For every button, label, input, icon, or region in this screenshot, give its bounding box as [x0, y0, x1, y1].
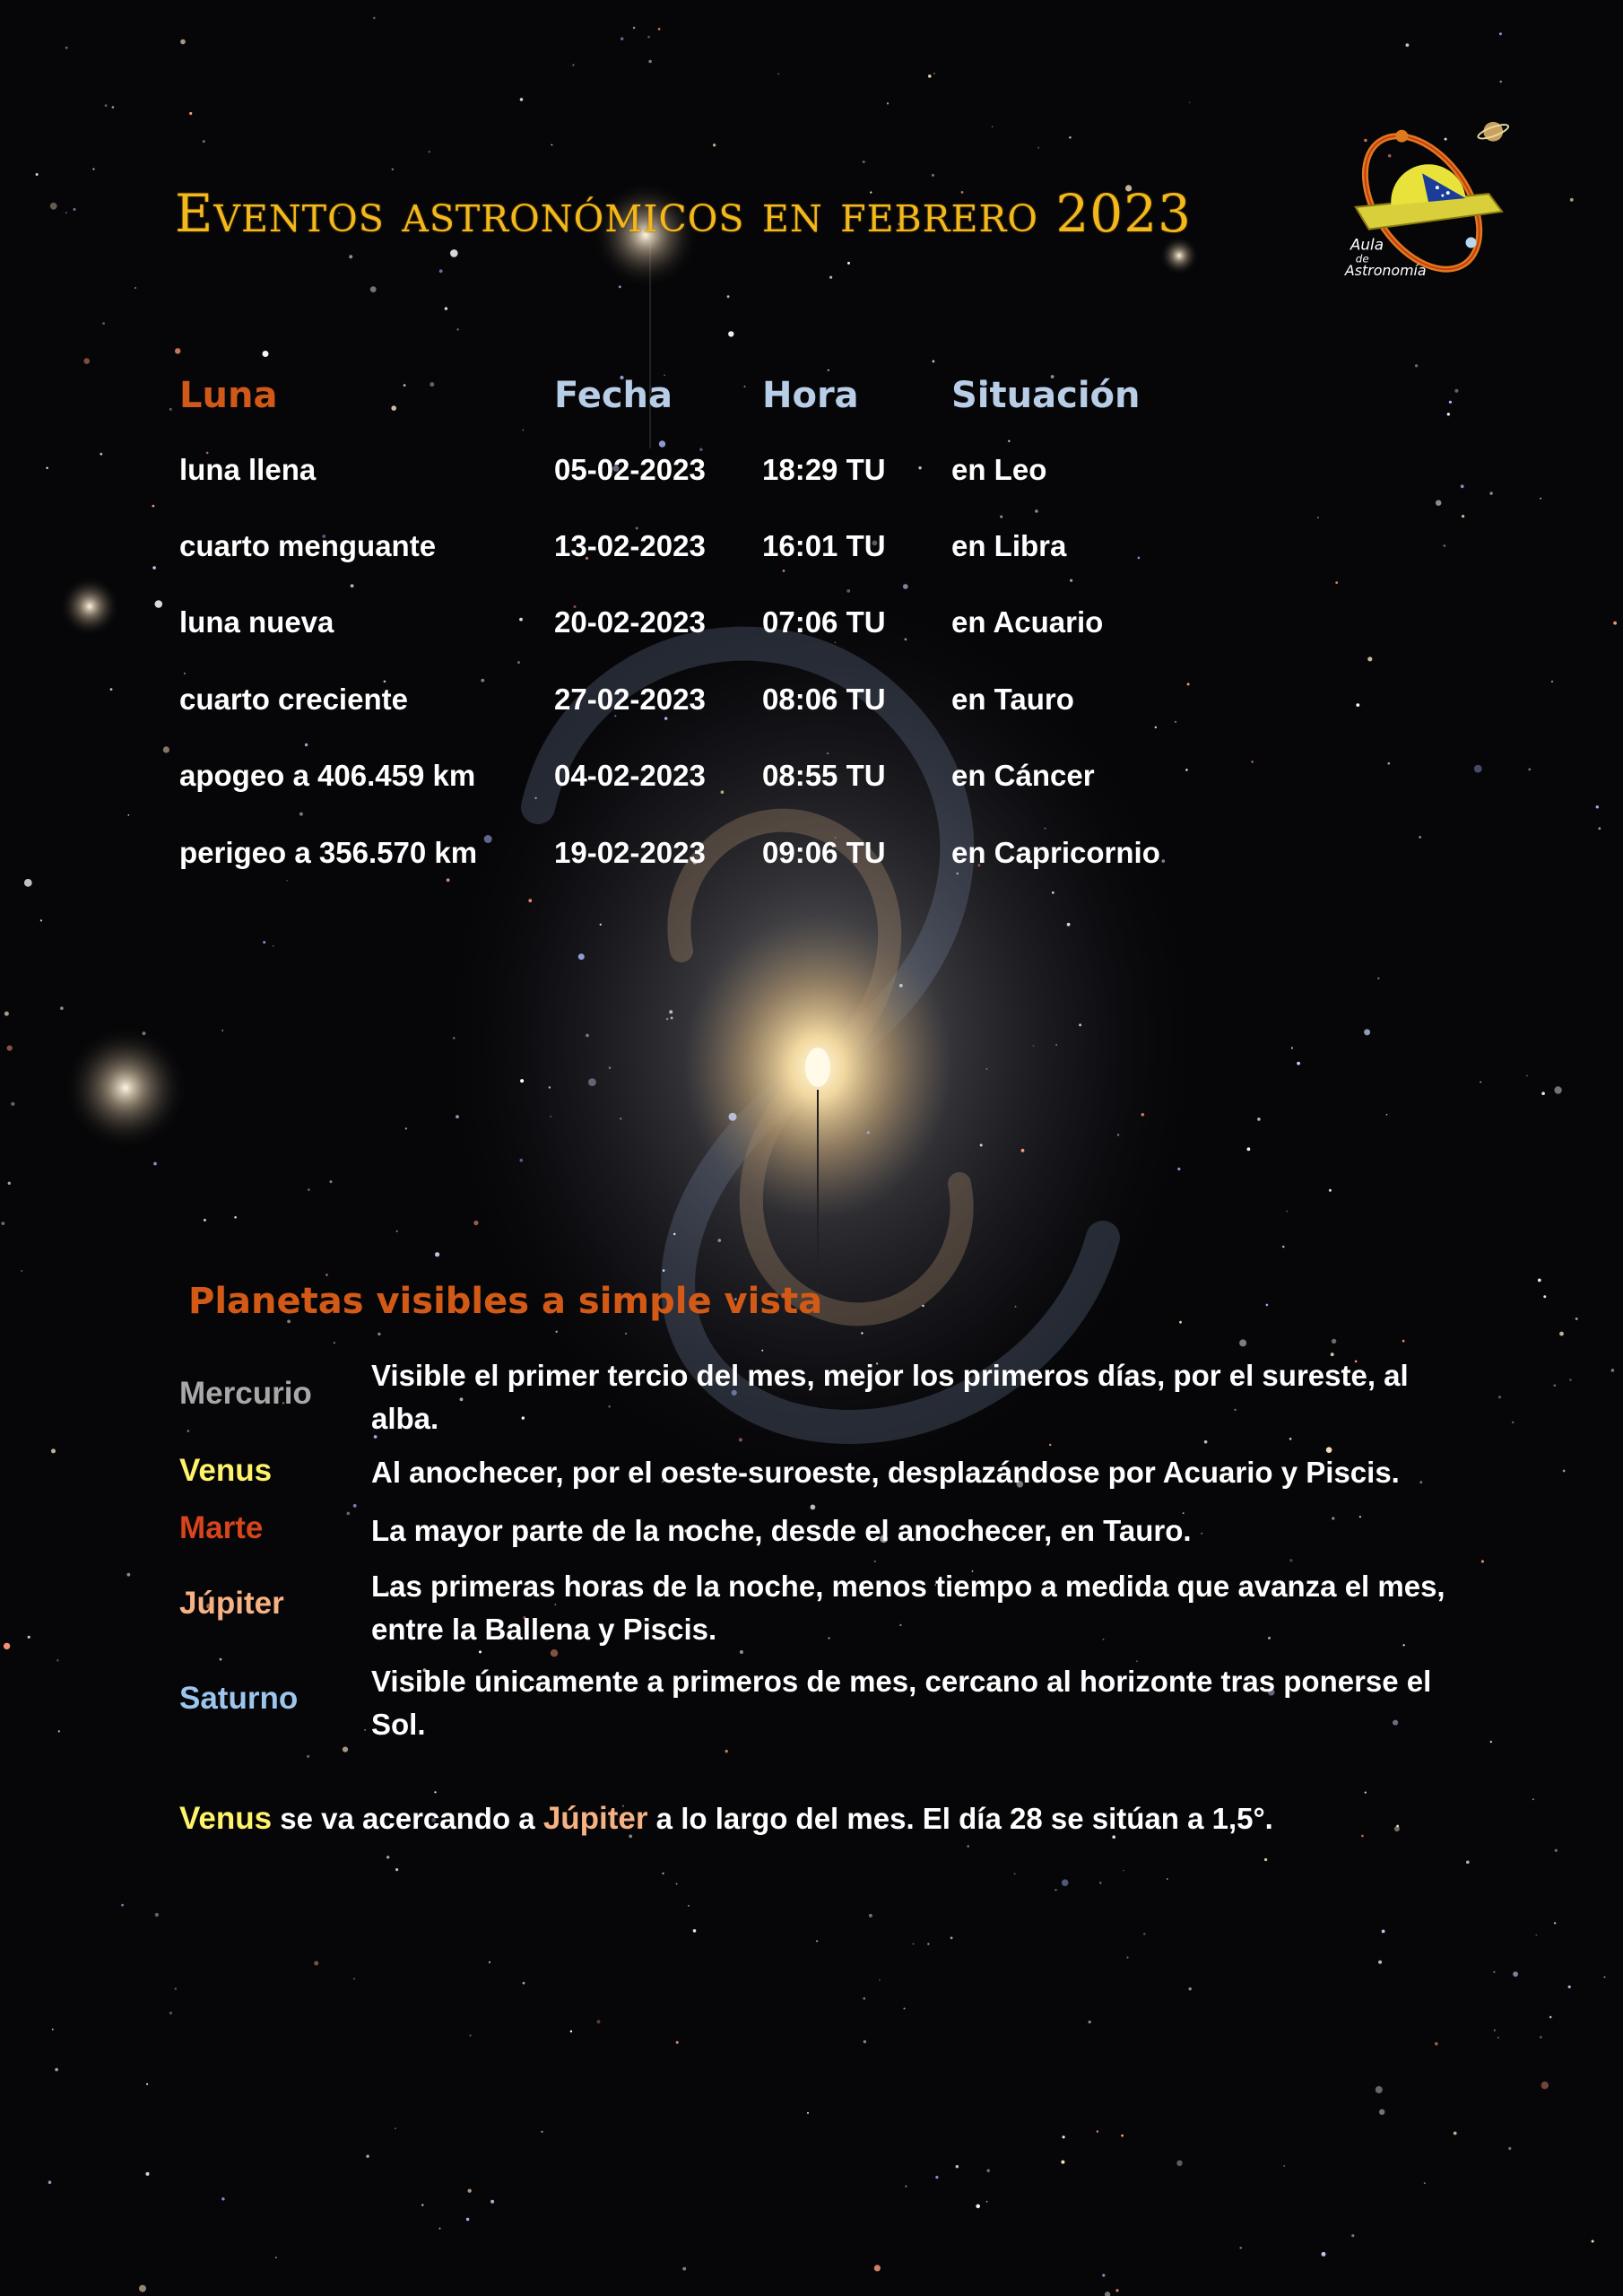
aula-astronomia-logo — [1338, 109, 1515, 287]
planetas-section-title: Planetas visibles a simple vista — [188, 1281, 823, 1322]
luna-header: Luna — [179, 375, 278, 416]
page-title: Eventos astronómicos en febrero 2023 — [175, 183, 1193, 244]
time-cell: 07:06 TU — [762, 605, 886, 639]
event-cell: luna nueva — [179, 605, 334, 639]
time-cell: 09:06 TU — [762, 836, 886, 869]
planet-desc-mercurio: Visible el primer tercio del mes, mejor los primeros días, por el sureste, al alba. — [371, 1359, 1409, 1435]
date-cell: 05-02-2023 — [554, 453, 706, 486]
planet-name-jupiter: Júpiter — [179, 1586, 284, 1621]
logo-text-astronomia: Astronomía — [1344, 262, 1427, 280]
event-cell: cuarto creciente — [179, 683, 408, 716]
note-text-2: a lo largo del mes. El día 28 se sitúan a 1,5°. — [647, 1802, 1273, 1835]
place-cell: en Acuario — [951, 605, 1104, 639]
time-cell: 08:55 TU — [762, 759, 886, 792]
date-cell: 19-02-2023 — [554, 836, 706, 869]
date-cell: 13-02-2023 — [554, 529, 706, 562]
planet-desc-marte: La mayor parte de la noche, desde el anochecer, en Tauro. — [371, 1514, 1192, 1547]
hora-header: Hora — [762, 375, 859, 416]
place-cell: en Libra — [951, 529, 1067, 562]
place-cell: en Capricornio — [951, 836, 1160, 869]
planet-name-marte: Marte — [179, 1510, 264, 1545]
note-text-1: se va acercando a — [272, 1802, 543, 1835]
date-cell: 20-02-2023 — [554, 605, 706, 639]
time-cell: 16:01 TU — [762, 529, 886, 562]
date-cell: 27-02-2023 — [554, 683, 706, 716]
date-cell: 04-02-2023 — [554, 759, 706, 792]
logo-text-aula: Aula — [1350, 235, 1384, 254]
planet-name-venus: Venus — [179, 1453, 273, 1488]
planet-desc-jupiter: Las primeras horas de la noche, menos tiempo a medida que avanza el mes, entre la Ballena y Piscis. — [371, 1570, 1445, 1646]
planet-name-mercurio: Mercurio — [179, 1376, 312, 1411]
event-cell: luna llena — [179, 453, 317, 486]
note-jupiter: Júpiter — [542, 1801, 648, 1836]
note-venus: Venus — [179, 1801, 273, 1836]
time-cell: 08:06 TU — [762, 683, 886, 716]
fecha-header: Fecha — [554, 375, 673, 416]
logo-text-de: de — [1355, 252, 1369, 265]
situacion-header: Situación — [951, 375, 1141, 416]
place-cell: en Tauro — [951, 683, 1074, 716]
planet-desc-venus: Al anochecer, por el oeste-suroeste, desplazándose por Acuario y Piscis. — [371, 1456, 1400, 1489]
event-cell: apogeo a 406.459 km — [179, 759, 476, 792]
venus-jupiter-note — [179, 1801, 1273, 1837]
time-cell: 18:29 TU — [762, 453, 886, 486]
place-cell: en Cáncer — [951, 759, 1095, 792]
event-cell: perigeo a 356.570 km — [179, 836, 478, 869]
event-cell: cuarto menguante — [179, 529, 437, 562]
planet-name-saturno: Saturno — [179, 1681, 299, 1716]
place-cell: en Leo — [951, 453, 1047, 486]
planet-desc-saturno: Visible únicamente a primeros de mes, cercano al horizonte tras ponerse el Sol. — [371, 1665, 1432, 1741]
